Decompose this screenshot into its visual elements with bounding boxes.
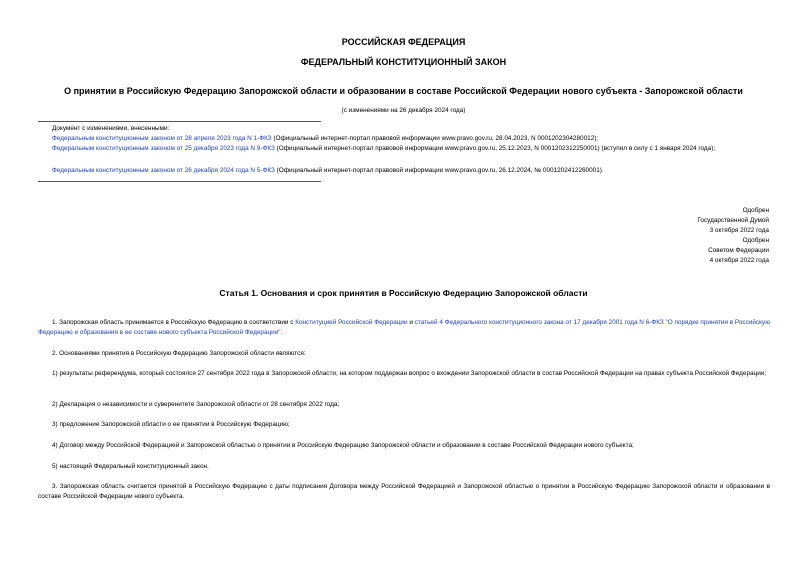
paragraph-text: . [280, 329, 283, 336]
change-item [38, 144, 770, 154]
article-subitem-1: 1) результаты референдума, который состоялся 27 сентября 2022 года в Запорожской области, на котором поддержан вопрос о вхождении Запорожской области в состав Российской Федерации на правах субъекта Российской Федерации; [52, 370, 767, 377]
paragraph-text: и [407, 319, 415, 326]
paragraph-text: 1. Запорожская область принимается в Российскую Федерацию в соответствии с [52, 319, 296, 326]
article-paragraph-2: 2. Основаниями принятия в Российскую Федерацию Запорожской области являются: [52, 350, 306, 357]
change-link-3[interactable]: Федеральным конституционным законом от 26 декабря 2024 года N 5-ФКЗ [52, 167, 275, 174]
article-subitem-5: 5) настоящий Федеральный конституционный закон. [52, 463, 209, 470]
document-title: О принятии в Российскую Федерацию Запорожской области и образовании в составе Российской Федерации нового субъекта - Запорожской области [64, 86, 743, 96]
law-type-heading: ФЕДЕРАЛЬНЫЙ КОНСТИТУЦИОННЫЙ ЗАКОН [300, 57, 507, 67]
approval-duma-date: 3 октября 2022 года [709, 227, 769, 234]
change-text-1: (Официальный интернет-портал правовой информации www.pravo.gov.ru, 28.04.2023, N 0001202304280012); [271, 135, 599, 142]
change-link-2[interactable]: Федеральным конституционным законом от 25 декабря 2023 года N 9-ФКЗ [52, 145, 275, 152]
divider-top [38, 121, 321, 122]
article-paragraph-3: 3. Запорожская область считается принятой в Российскую Федерацию с даты подписания Договора между Российской Федерацией и Запорожской областью о принятии в Российскую Федерацию Запорожской области и образовании в составе Российской Федерации нового субъекта. [38, 483, 770, 500]
country-heading: РОССИЙСКАЯ ФЕДЕРАЦИЯ [341, 37, 466, 47]
changes-intro: Документ с изменениями, внесенными: [52, 125, 170, 132]
change-link-1[interactable]: Федеральным конституционным законом от 28 апреля 2023 года N 1-ФКЗ [52, 135, 272, 142]
article-paragraph-1 [38, 318, 770, 338]
change-item [52, 134, 772, 144]
approval-council-body: Советом Федерации [708, 247, 769, 254]
approval-council-label: Одобрен [742, 237, 769, 244]
change-text-2: (Официальный интернет-портал правовой информации www.pravo.gov.ru, 25.12.2023, N 0001202312250001) (вступил в силу с 1 января 2024 года); [274, 145, 716, 152]
article-subitem-2: 2) Декларация о независимости и суверенитете Запорожской области от 28 сентября 2022 года; [52, 401, 340, 408]
revision-note: (с изменениями на 26 декабря 2024 года) [341, 107, 466, 114]
change-item [52, 166, 772, 176]
article4-law-link[interactable]: статьей 4 Федерального конституционного закона от 17 декабря 2001 года N 6-ФКЗ "О порядке принятия в Российскую Федерацию и образования в ее составе нового субъекта Российской Федерации" [38, 319, 771, 336]
divider-bottom [38, 181, 321, 182]
article-heading: Статья 1. Основания и срок принятия в Российскую Федерацию Запорожской области [219, 288, 588, 298]
approval-duma-label: Одобрен [742, 207, 769, 214]
approval-duma-body: Государственной Думой [697, 217, 769, 224]
approval-council-date: 4 октября 2022 года [709, 257, 769, 264]
change-text-3: (Официальный интернет-портал правовой информации www.pravo.gov.ru, 26.12.2024, № 0001202412260001). [274, 167, 604, 174]
article-subitem-3: 3) предложение Запорожской области о ее принятии в Российскую Федерацию; [52, 421, 290, 428]
article-subitem-4: 4) Договор между Российской Федерацией и Запорожской областью о принятии в Российскую Федерацию Запорожской области и образовании в составе Российской Федерации нового субъекта; [52, 442, 634, 449]
constitution-link[interactable]: Конституцией Российской Федерации [295, 319, 408, 326]
